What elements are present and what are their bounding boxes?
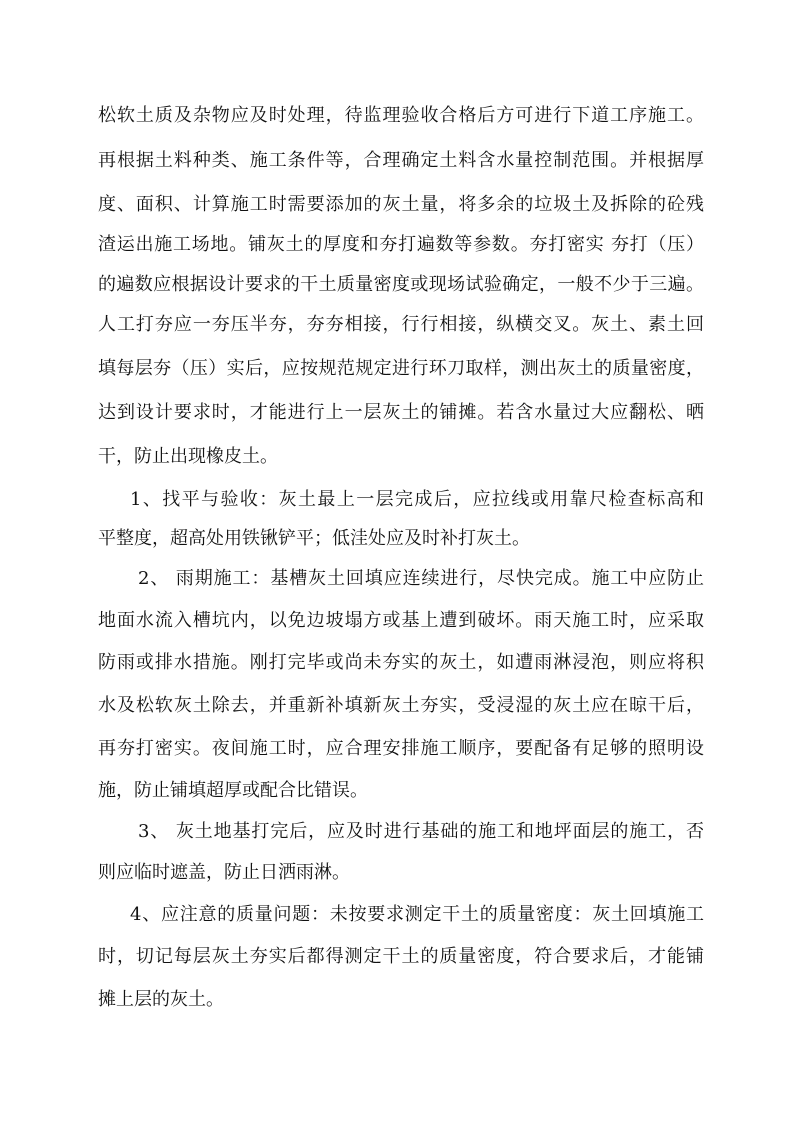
paragraph-line: 平整度，超高处用铁锹铲平；低洼处应及时补打灰土。 [98,528,530,549]
paragraph-line: 施，防止铺填超厚或配合比错误。 [98,780,368,801]
list-item-4-line: 4、应注意的质量问题：未按要求测定干土的质量密度：灰土回填施工 [130,904,704,925]
paragraph-line: 的遍数应根据设计要求的干土质量密度或现场试验确定，一般不少于三遍。 [98,274,704,295]
list-item-2-line: 2、 雨期施工：基槽灰土回填应连续进行，尽快完成。施工中应防止 [138,568,704,589]
list-item-1-line: 1、找平与验收：灰土最上一层完成后，应拉线或用靠尺检查标高和 [130,489,704,510]
paragraph-line: 时，切记每层灰土夯实后都得测定干土的质量密度，符合要求后，才能铺 [98,946,704,967]
list-item-3-line: 3、 灰土地基打完后，应及时进行基础的施工和地坪面层的施工，否 [138,821,704,842]
paragraph-line: 渣运出施工场地。铺灰土的厚度和夯打遍数等参数。夯打密实 夯打（压） [98,234,704,255]
paragraph-line: 人工打夯应一夯压半夯，夯夯相接，行行相接，纵横交叉。灰土、素土回 [98,314,704,335]
paragraph-line: 再夯打密实。夜间施工时，应合理安排施工顺序，要配备有足够的照明设 [98,738,704,759]
paragraph-line: 干，防止出现橡皮土。 [98,446,278,467]
paragraph-line: 达到设计要求时，才能进行上一层灰土的铺摊。若含水量过大应翻松、晒 [98,402,704,423]
paragraph-line: 度、面积、计算施工时需要添加的灰土量，将多余的垃圾土及拆除的砼残 [98,194,704,215]
paragraph-line: 摊上层的灰土。 [98,989,224,1010]
paragraph-line: 松软土质及杂物应及时处理，待监理验收合格后方可进行下道工序施工。 [98,105,704,126]
paragraph-line: 防雨或排水措施。刚打完毕或尚未夯实的灰土，如遭雨淋浸泡，则应将积 [98,652,704,673]
paragraph-line: 再根据土料种类、施工条件等，合理确定土料含水量控制范围。并根据厚 [98,150,704,171]
paragraph-line: 地面水流入槽坑内，以免边坡塌方或基上遭到破坏。雨天施工时，应采取 [98,610,704,631]
paragraph-line: 填每层夯（压）实后，应按规范规定进行环刀取样，测出灰土的质量密度， [98,358,704,379]
paragraph-line: 水及松软灰土除去，并重新补填新灰土夯实，受浸湿的灰土应在晾干后， [98,695,704,716]
paragraph-line: 则应临时遮盖，防止日洒雨淋。 [98,862,350,883]
